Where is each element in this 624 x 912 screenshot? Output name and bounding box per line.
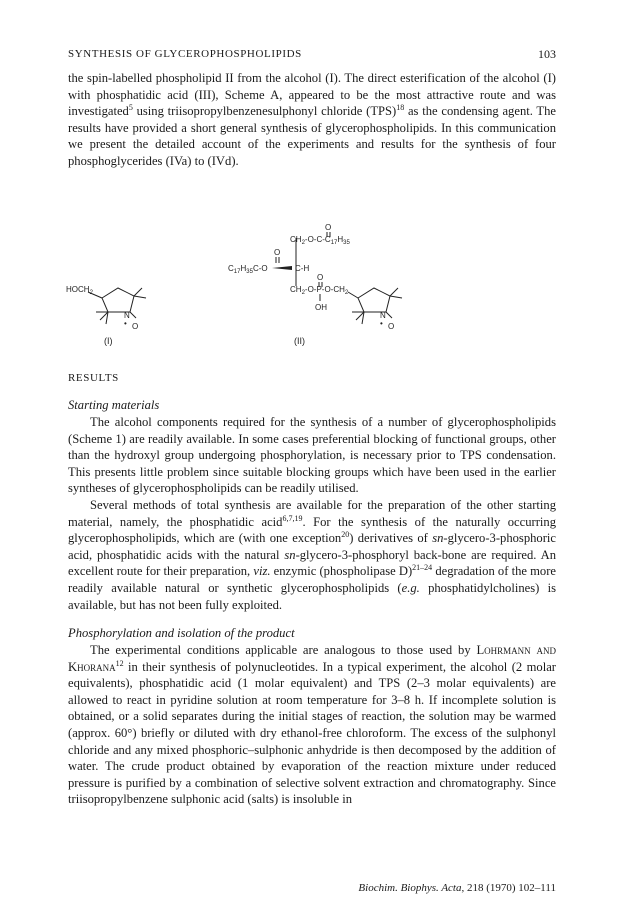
subheading-starting-materials: Starting materials (68, 398, 160, 412)
p3-text-a: Several methods of total synthesis are available for the preparation of the other starting material, namely, the phosphatidic acid (68, 498, 556, 529)
hoch2-label: $HOCH_2$ (66, 285, 93, 296)
paragraph-starting-materials: The alcohol components required for the synthesis of a number of glycerophospholipids (Scheme 1) are readily available. In some cases preferential blocking of functional groups, other than the hydroxyl group undergoing phosphorylation, is necessary prior to TPS condensation. This presents little problem since suitable blocking groups which have been used in the earlier syntheses of glycerophospholipids can be readily utilised. (68, 415, 556, 496)
label-structure-I: (I) (104, 336, 113, 346)
intro-text-b: using triisopropylbenzenesulphonyl chloride (TPS) (132, 104, 397, 119)
ester-chain-top: $CH_2-O-C-C_{17}H_{35}$ (290, 235, 350, 246)
p3-sn-2: sn (284, 547, 296, 562)
p3-text-h: phosphatidylcholines) is available, but has not been fully exploited. (68, 580, 556, 612)
p3-sn-1: sn (432, 531, 444, 546)
phosphoryl-oxygen: O (317, 273, 324, 282)
chiral-ch-label: C-H (295, 264, 310, 273)
journal-ref: 218 (1970) 102–111 (464, 882, 556, 894)
intro-text-c: as the condensing agent. The results have provided a short general synthesis of glycerophospholipids. In this communication we present the detailed account of the experiments and results for the synthesis of four phosphoglycerides (IVa) to (IVd). (68, 104, 556, 168)
p3-text-b: . For the synthesis of the naturally occurring glycerophospholipids, which are (with one exception (68, 514, 557, 546)
oxygen-label-2: O (388, 322, 395, 331)
p4-authors: Lohrmann and Khorana (68, 643, 557, 674)
p3-text-e: -glycero-3-phosphoryl back-bone are required. An excellent route for their preparation, (68, 547, 556, 579)
ref-12: 12 (115, 658, 124, 668)
hydroxyl-label: OH (315, 303, 327, 312)
p3-viz: viz. (253, 564, 271, 579)
journal-citation (358, 882, 556, 894)
wedge-bond (272, 266, 292, 270)
p4-text-a: The experimental conditions applicable are analogous to those used by (90, 643, 477, 657)
section-heading-results: RESULTS (68, 372, 119, 384)
oxygen-label-1: O (132, 322, 139, 331)
phosphate-chain: $CH_2-O-P-O-CH_2$ (290, 285, 349, 296)
journal-name: Biochim. Biophys. Acta, (358, 882, 465, 894)
carbonyl-oxygen-top: O (325, 223, 332, 232)
ref-21-24: 21–24 (412, 563, 433, 573)
subheading-phosphorylation: Phosphorylation and isolation of the product (68, 626, 295, 640)
structure-figure (0, 208, 624, 358)
p4-text-b: in their synthesis of polynucleotides. In a typical experiment, the alcohol (2 molar equivalents), phosphatidic acid (1 molar equivalent) and TPS (2–3 molar equivalents) are allowed to react in pyridine solution at room temperature for 3–8 h. If incomplete solution is obtained, or a solid separates during the initial stages of reaction, the solution may be warmed (approx. 60°) briefly or diluted with dry ethanol-free chloroform. The excess of the sulphonyl chloride and any mixed phosphoric–sulphonic anhydride is then decomposed by the addition of water. The crude product obtained by evaporation of the reaction mixture under reduced pressure is purified by a combination of selective solvent extraction and chromatography. Since triisopropylbenzene sulphonic acid (salts) is insoluble in (68, 659, 556, 807)
ref-5: 5 (128, 103, 133, 112)
dot-label-2: • (380, 319, 383, 328)
paragraph-phosphorylation (68, 642, 556, 808)
carbonyl-oxygen-mid: O (274, 248, 281, 257)
intro-text-a: the spin-labelled phospholipid II from the alcohol (I). The direct esterification of the alcohol (I) with phosphatidic acid (III), Scheme A, appeared to be the most attractive route and was investigated (68, 71, 556, 119)
running-title: SYNTHESIS OF GLYCEROPHOSPHOLIPIDS (68, 48, 302, 60)
p3-eg: e.g. (401, 580, 420, 595)
ref-6-7-19: 6,7,19 (282, 513, 303, 523)
p3-text-c: ) derivatives of (349, 531, 433, 546)
ester-chain-mid: $C_{17}H_{35}C-O$ (228, 264, 268, 275)
nitrogen-label-2: N (380, 311, 386, 320)
p3-text-d: -glycero-3-phosphoric acid, phosphatidic acids with the natural (68, 531, 556, 562)
dot-label-1: • (124, 319, 127, 328)
paragraph-phosphatidic-acid (68, 497, 556, 613)
ref-20: 20 (341, 530, 350, 539)
p3-text-g: degradation of the more readily available natural or synthetic glycerophospholipids ( (68, 564, 556, 595)
page-number: 103 (538, 47, 556, 61)
p3-text-f: enzymic (phospholipase D) (270, 564, 413, 579)
ref-18: 18 (396, 103, 405, 112)
intro-paragraph (68, 70, 556, 170)
running-head (68, 48, 556, 60)
label-structure-II: (II) (294, 336, 305, 346)
nitrogen-label-1: N (124, 311, 130, 320)
